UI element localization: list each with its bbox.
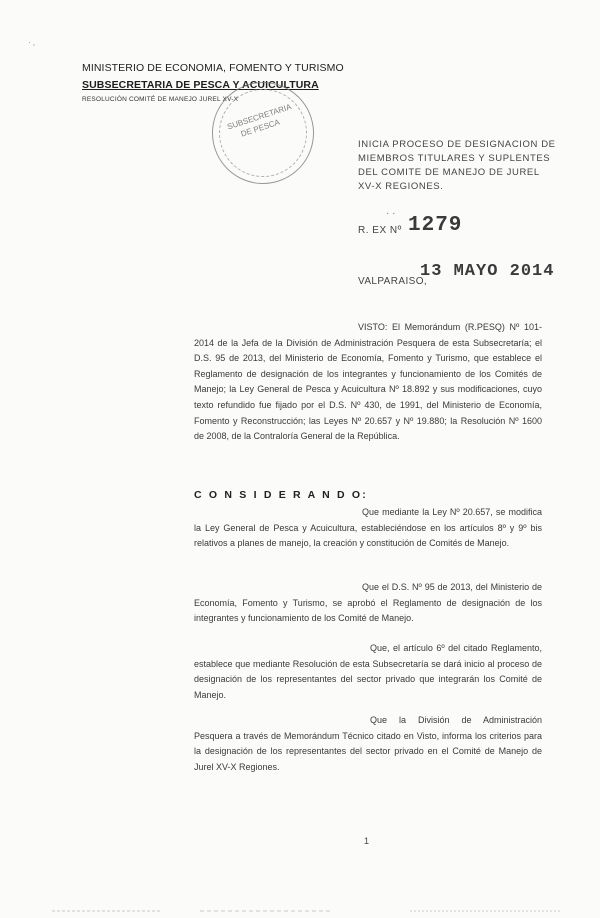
stamp-text: SUBSECRETARIA DE PESCA (226, 102, 293, 139)
place-label: VALPARAISO, (358, 276, 428, 287)
subsecretaria-heading: SUBSECRETARIA DE PESCA Y ACUICULTURA (82, 79, 319, 91)
considerando-paragraph: Que, el artículo 6º del citado Reglamento, establece que mediante Resolución de esta Subsecretaría se dará inicio al proceso de designación de los representantes del sector privado que integrarán los Comité de Manejo. (194, 643, 542, 700)
considerando-paragraph: Que mediante la Ley Nº 20.657, se modifica la Ley General de Pesca y Acuicultura, estableciéndose en los artículos 8º y 9º bis relativos a planes de manejo, la creación y constitución de Comités de Manejo. (194, 507, 542, 549)
considerando-paragraph: Que el D.S. Nº 95 de 2013, del Ministerio de Economía, Fomento y Turismo, se aprobó el Reglamento de designación de los integrantes y funcionamiento de los Comité de Manejo. (194, 582, 542, 624)
resolution-number: 1279 (408, 214, 463, 237)
stamp-ring (208, 78, 319, 189)
visto-paragraph: VISTO: El Memorándum (R.PESQ) Nº 101-2014 de la Jefa de la División de Administración Pesquera de esta Subsecretaría; el D.S. 95 de 2013, del Ministerio de Economía, Fomento y Turismo, que establece el Reglamento de designación de los integrantes y funcionamiento de los Comités de Manejo; la Ley General de Pesca y Acuicultura Nº 18.892 y sus modificaciones, cuyo texto refundido fue fijado por el D.S. Nº 430, de 1991, del Ministerio de Economía, Fomento y Reconstrucción; las Leyes Nº 20.657 y Nº 19.880; la Resolución Nº 1600 de 2008, de la Contraloría General de la República. (194, 322, 542, 442)
considerando-paragraph: Que la División de Administración Pesquera a través de Memorándum Técnico citado en Visto, informa los criterios para la designación de los representantes del sector privado en el Comité de Manejo de Jurel XV-X Regiones. (194, 715, 542, 772)
scan-edge-marks (0, 905, 600, 915)
ministry-heading: MINISTERIO DE ECONOMIA, FOMENTO Y TURISMO (82, 62, 344, 74)
scan-corner-mark: · , (28, 38, 36, 47)
resolution-subject: INICIA PROCESO DE DESIGNACION DE MIEMBROS TITULARES Y SUPLENTES DEL COMITE DE MANEJO DE JUREL XV-X REGIONES. (358, 139, 556, 192)
resolution-subheading: RESOLUCIÓN COMITÉ DE MANEJO JUREL XV-X (82, 96, 239, 103)
considerando-heading: C O N S I D E R A N D O: (194, 489, 368, 501)
page-number: 1 (364, 836, 370, 846)
resolution-label: R. EX Nº (358, 225, 402, 236)
resolution-date: 13 MAYO 2014 (420, 262, 555, 281)
resolution-dots: · · (386, 208, 396, 219)
